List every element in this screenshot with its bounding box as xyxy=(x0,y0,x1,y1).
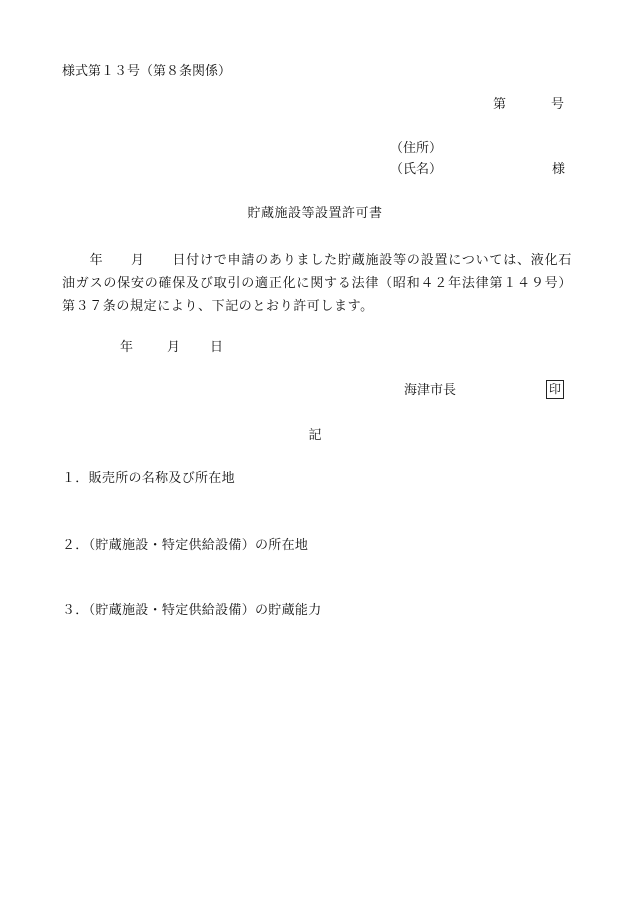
date-year: 年 xyxy=(120,340,134,355)
body-paragraph: 年 月 日付けで申請のありました貯蔵施設等の設置については、液化石油ガスの保安の確保及び取引の適正化に関する法律（昭和４２年法律第１４９号）第３７条の規定により、下記のとおり許可します。 xyxy=(62,253,572,314)
form-number: 様式第１３号（第８条関係） xyxy=(62,64,232,79)
ki-heading: 記 xyxy=(308,428,322,443)
seal-box: 印 xyxy=(546,380,564,399)
recipient-name-label: （氏名） xyxy=(390,162,443,177)
list-item-shop-name-location: １．販売所の名称及び所在地 xyxy=(62,471,235,486)
recipient-honorific: 様 xyxy=(552,162,566,177)
issuer-name: 海津市長 xyxy=(404,383,457,398)
document-title: 貯蔵施設等設置許可書 xyxy=(247,206,383,221)
list-item-facility-location: ２．（貯蔵施設・特定供給設備）の所在地 xyxy=(62,538,309,553)
date-day: 日 xyxy=(210,340,224,355)
date-month: 月 xyxy=(167,340,181,355)
list-item-storage-capacity: ３．（貯蔵施設・特定供給設備）の貯蔵能力 xyxy=(62,603,322,618)
issue-date xyxy=(120,340,223,356)
document-number-suffix: 号 xyxy=(551,97,565,112)
recipient-address-label: （住所） xyxy=(390,141,443,156)
document-number-prefix: 第 xyxy=(493,97,507,112)
